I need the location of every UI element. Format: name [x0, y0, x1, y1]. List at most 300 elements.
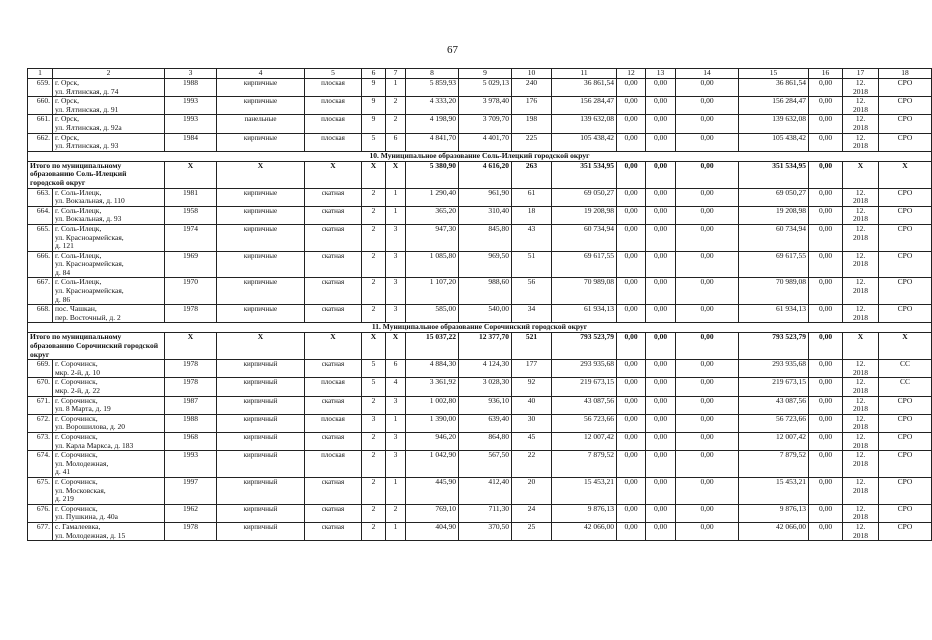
- table-row: [28, 378, 932, 396]
- data-cell: 1988: [165, 414, 217, 432]
- data-cell: СРО: [879, 414, 932, 432]
- column-header: 5: [305, 69, 362, 79]
- data-cell: 0,00: [646, 378, 676, 396]
- data-cell: 105 438,42: [552, 133, 617, 151]
- data-cell: 0,00: [676, 378, 739, 396]
- data-cell: 0,00: [676, 133, 739, 151]
- table-row: [28, 133, 932, 151]
- data-cell: 225: [512, 133, 552, 151]
- data-cell: 4 884,30: [406, 360, 459, 378]
- data-cell: 0,00: [646, 224, 676, 251]
- data-cell: 51: [512, 251, 552, 278]
- address-cell: пос. Чашкан, пер. Восточный, д. 2: [53, 305, 165, 323]
- total-cell: Х: [362, 333, 386, 360]
- total-cell: Х: [362, 161, 386, 188]
- data-cell: 1984: [165, 133, 217, 151]
- data-cell: кирпичный: [217, 504, 305, 522]
- data-cell: 0,00: [676, 451, 739, 478]
- data-cell: 12. 2018: [843, 414, 879, 432]
- address-cell: г. Сорочинск, ул. 8 Марта, д. 19: [53, 396, 165, 414]
- data-cell: скатная: [305, 251, 362, 278]
- data-cell: 3: [386, 278, 406, 305]
- data-cell: 0,00: [617, 414, 646, 432]
- data-cell: 5: [362, 133, 386, 151]
- data-cell: 0,00: [617, 251, 646, 278]
- address-cell: г. Сорочинск, мкр. 2-й, д. 22: [53, 378, 165, 396]
- data-cell: СРО: [879, 115, 932, 133]
- data-cell: 1968: [165, 432, 217, 450]
- data-cell: 69 617,55: [739, 251, 809, 278]
- column-header: 6: [362, 69, 386, 79]
- total-cell: 351 534,95: [739, 161, 809, 188]
- column-header: 15: [739, 69, 809, 79]
- data-cell: 0,00: [617, 278, 646, 305]
- address-cell: г. Орск, ул. Ялтинская, д. 74: [53, 79, 165, 97]
- data-cell: 0,00: [617, 79, 646, 97]
- data-cell: 0,00: [617, 522, 646, 540]
- total-cell: Х: [843, 161, 879, 188]
- data-cell: скатная: [305, 278, 362, 305]
- row-number: 660.: [28, 97, 53, 115]
- data-cell: 0,00: [676, 206, 739, 224]
- data-cell: 70 989,08: [552, 278, 617, 305]
- data-cell: 1 042,90: [406, 451, 459, 478]
- row-number: 667.: [28, 278, 53, 305]
- data-cell: 0,00: [646, 97, 676, 115]
- total-cell: Х: [879, 161, 932, 188]
- data-cell: СРО: [879, 305, 932, 323]
- data-cell: СРО: [879, 522, 932, 540]
- data-cell: СРО: [879, 396, 932, 414]
- total-cell: 0,00: [646, 333, 676, 360]
- address-cell: г. Сорочинск, ул. Ворошилова, д. 20: [53, 414, 165, 432]
- data-cell: 0,00: [809, 414, 843, 432]
- page-number: 67: [447, 44, 458, 56]
- data-cell: 12. 2018: [843, 396, 879, 414]
- data-cell: 0,00: [646, 504, 676, 522]
- data-cell: 947,30: [406, 224, 459, 251]
- data-cell: 34: [512, 305, 552, 323]
- column-header: 14: [676, 69, 739, 79]
- row-number: 673.: [28, 432, 53, 450]
- row-number: 668.: [28, 305, 53, 323]
- table-row: [28, 522, 932, 540]
- data-cell: 4 841,70: [406, 133, 459, 151]
- data-cell: 2: [362, 396, 386, 414]
- data-cell: 0,00: [676, 305, 739, 323]
- column-header: 9: [459, 69, 512, 79]
- column-header: 10: [512, 69, 552, 79]
- data-cell: 0,00: [617, 133, 646, 151]
- data-cell: СРО: [879, 188, 932, 206]
- column-header: 13: [646, 69, 676, 79]
- data-cell: 12. 2018: [843, 188, 879, 206]
- total-cell: 0,00: [617, 333, 646, 360]
- column-header: 2: [53, 69, 165, 79]
- address-cell: г. Орск, ул. Ялтинская, д. 91: [53, 97, 165, 115]
- row-number: 670.: [28, 378, 53, 396]
- data-cell: 3: [386, 432, 406, 450]
- address-cell: г. Сорочинск, мкр. 2-й, д. 10: [53, 360, 165, 378]
- data-cell: 12. 2018: [843, 251, 879, 278]
- data-cell: 0,00: [646, 133, 676, 151]
- data-cell: 9 876,13: [552, 504, 617, 522]
- total-cell: Х: [879, 333, 932, 360]
- data-cell: скатная: [305, 224, 362, 251]
- total-cell: 793 523,79: [552, 333, 617, 360]
- table-row: [28, 188, 932, 206]
- address-cell: г. Соль-Илецк, ул. Красноармейская, д. 121: [53, 224, 165, 251]
- table-row: [28, 504, 932, 522]
- column-header: 1: [28, 69, 53, 79]
- data-cell: скатная: [305, 432, 362, 450]
- data-cell: 25: [512, 522, 552, 540]
- data-cell: 56 723,66: [552, 414, 617, 432]
- data-cell: 4 333,20: [406, 97, 459, 115]
- data-cell: 2: [362, 477, 386, 504]
- data-cell: 0,00: [646, 414, 676, 432]
- data-cell: 1 107,20: [406, 278, 459, 305]
- data-cell: скатная: [305, 206, 362, 224]
- column-header: 17: [843, 69, 879, 79]
- data-cell: скатная: [305, 522, 362, 540]
- data-cell: 0,00: [676, 477, 739, 504]
- data-cell: 1981: [165, 188, 217, 206]
- total-cell: Х: [843, 333, 879, 360]
- data-cell: 3: [386, 305, 406, 323]
- column-header: 4: [217, 69, 305, 79]
- data-cell: панельные: [217, 115, 305, 133]
- address-cell: г. Сорочинск, ул. Пушкина, д. 40а: [53, 504, 165, 522]
- data-cell: 0,00: [617, 224, 646, 251]
- housing-register-table: [27, 68, 932, 541]
- data-cell: 0,00: [646, 278, 676, 305]
- data-cell: 0,00: [809, 206, 843, 224]
- total-label: Итого по муниципальному образованию Соль-Илецкий городской округ: [28, 161, 165, 188]
- data-cell: 4 124,30: [459, 360, 512, 378]
- data-cell: 36 861,54: [739, 79, 809, 97]
- data-cell: СРО: [879, 97, 932, 115]
- total-cell: Х: [305, 161, 362, 188]
- data-cell: 3 978,40: [459, 97, 512, 115]
- data-cell: 5 029,13: [459, 79, 512, 97]
- data-cell: 1970: [165, 278, 217, 305]
- total-cell: 15 037,22: [406, 333, 459, 360]
- data-cell: 0,00: [646, 206, 676, 224]
- data-cell: 12. 2018: [843, 451, 879, 478]
- data-cell: 0,00: [646, 522, 676, 540]
- total-cell: Х: [386, 333, 406, 360]
- data-cell: 1: [386, 477, 406, 504]
- data-cell: 0,00: [809, 360, 843, 378]
- total-cell: 0,00: [646, 161, 676, 188]
- data-cell: 61 934,13: [552, 305, 617, 323]
- total-cell: 0,00: [676, 333, 739, 360]
- total-cell: 263: [512, 161, 552, 188]
- data-cell: 2: [362, 188, 386, 206]
- data-cell: 12. 2018: [843, 224, 879, 251]
- total-cell: 0,00: [809, 161, 843, 188]
- data-cell: 1988: [165, 79, 217, 97]
- data-cell: СРО: [879, 133, 932, 151]
- data-cell: 845,80: [459, 224, 512, 251]
- data-cell: 0,00: [676, 224, 739, 251]
- data-cell: 0,00: [617, 378, 646, 396]
- data-cell: 2: [362, 278, 386, 305]
- data-cell: 2: [386, 97, 406, 115]
- data-cell: 105 438,42: [739, 133, 809, 151]
- data-cell: 946,20: [406, 432, 459, 450]
- data-cell: СРО: [879, 504, 932, 522]
- data-cell: 864,80: [459, 432, 512, 450]
- data-cell: 0,00: [809, 504, 843, 522]
- data-cell: 0,00: [809, 79, 843, 97]
- data-cell: 0,00: [809, 188, 843, 206]
- data-cell: 2: [362, 251, 386, 278]
- table-row: [28, 278, 932, 305]
- data-cell: 0,00: [809, 432, 843, 450]
- data-cell: 5 859,93: [406, 79, 459, 97]
- data-cell: 20: [512, 477, 552, 504]
- data-cell: кирпичный: [217, 451, 305, 478]
- data-cell: 12. 2018: [843, 504, 879, 522]
- data-cell: 2: [362, 504, 386, 522]
- data-cell: 0,00: [809, 378, 843, 396]
- data-cell: 0,00: [617, 451, 646, 478]
- address-cell: г. Сорочинск, ул. Молодежная, д. 41: [53, 451, 165, 478]
- data-cell: СРО: [879, 206, 932, 224]
- data-cell: 0,00: [676, 396, 739, 414]
- table-row: [28, 396, 932, 414]
- column-header: 12: [617, 69, 646, 79]
- total-cell: 793 523,79: [739, 333, 809, 360]
- data-cell: 240: [512, 79, 552, 97]
- header-row: [28, 69, 932, 79]
- data-cell: 1: [386, 188, 406, 206]
- total-cell: 5 380,90: [406, 161, 459, 188]
- data-cell: 0,00: [676, 115, 739, 133]
- row-number: 676.: [28, 504, 53, 522]
- data-cell: 92: [512, 378, 552, 396]
- data-cell: СРО: [879, 79, 932, 97]
- data-cell: 293 935,68: [739, 360, 809, 378]
- address-cell: г. Соль-Илецк, ул. Красноармейская, д. 84: [53, 251, 165, 278]
- data-cell: 56: [512, 278, 552, 305]
- data-cell: 567,50: [459, 451, 512, 478]
- data-cell: 7 879,52: [552, 451, 617, 478]
- data-cell: 2: [362, 224, 386, 251]
- column-header: 7: [386, 69, 406, 79]
- data-cell: 60 734,94: [739, 224, 809, 251]
- data-cell: 0,00: [676, 360, 739, 378]
- data-cell: 1978: [165, 305, 217, 323]
- table-row: [28, 251, 932, 278]
- data-cell: 156 284,47: [552, 97, 617, 115]
- section-heading-row: [28, 323, 932, 333]
- data-cell: 12. 2018: [843, 206, 879, 224]
- total-row: [28, 161, 932, 188]
- data-cell: 42 066,00: [739, 522, 809, 540]
- data-cell: 198: [512, 115, 552, 133]
- data-cell: 1993: [165, 97, 217, 115]
- data-cell: 0,00: [809, 224, 843, 251]
- data-cell: 69 050,27: [552, 188, 617, 206]
- data-cell: плоская: [305, 451, 362, 478]
- data-cell: 219 673,15: [552, 378, 617, 396]
- data-cell: 139 632,08: [552, 115, 617, 133]
- data-cell: 4: [386, 378, 406, 396]
- data-cell: 1978: [165, 378, 217, 396]
- data-cell: 0,00: [676, 414, 739, 432]
- data-cell: 0,00: [617, 396, 646, 414]
- data-cell: 6: [386, 360, 406, 378]
- total-cell: 351 534,95: [552, 161, 617, 188]
- data-cell: 156 284,47: [739, 97, 809, 115]
- data-cell: 61: [512, 188, 552, 206]
- data-cell: 61 934,13: [739, 305, 809, 323]
- data-cell: 2: [362, 206, 386, 224]
- table-row: [28, 305, 932, 323]
- table-row: [28, 414, 932, 432]
- data-cell: 3: [386, 451, 406, 478]
- data-cell: 12. 2018: [843, 360, 879, 378]
- total-cell: 521: [512, 333, 552, 360]
- data-cell: 219 673,15: [739, 378, 809, 396]
- data-cell: кирпичные: [217, 97, 305, 115]
- data-cell: 0,00: [646, 451, 676, 478]
- data-cell: 0,00: [617, 115, 646, 133]
- data-cell: скатная: [305, 504, 362, 522]
- data-cell: 0,00: [809, 305, 843, 323]
- data-cell: 12. 2018: [843, 305, 879, 323]
- total-cell: 0,00: [676, 161, 739, 188]
- total-cell: 0,00: [617, 161, 646, 188]
- data-cell: 24: [512, 504, 552, 522]
- data-cell: 69 617,55: [552, 251, 617, 278]
- data-cell: 936,10: [459, 396, 512, 414]
- data-cell: кирпичные: [217, 79, 305, 97]
- data-cell: 0,00: [809, 477, 843, 504]
- column-header: 16: [809, 69, 843, 79]
- table-row: [28, 360, 932, 378]
- data-cell: 12. 2018: [843, 378, 879, 396]
- address-cell: с. Гамалеевка, ул. Молодежная, д. 15: [53, 522, 165, 540]
- data-cell: 639,40: [459, 414, 512, 432]
- data-cell: 0,00: [617, 305, 646, 323]
- data-cell: кирпичный: [217, 522, 305, 540]
- table-row: [28, 97, 932, 115]
- data-cell: 2: [362, 522, 386, 540]
- data-cell: кирпичный: [217, 378, 305, 396]
- section-heading: 10. Муниципальное образование Соль-Илецкий городской округ: [28, 151, 932, 161]
- data-cell: 1: [386, 79, 406, 97]
- data-cell: 1: [386, 414, 406, 432]
- data-cell: 43 087,56: [739, 396, 809, 414]
- data-cell: 12. 2018: [843, 432, 879, 450]
- total-label: Итого по муниципальному образованию Сорочинский городской округ: [28, 333, 165, 360]
- total-cell: 12 377,70: [459, 333, 512, 360]
- data-cell: 1 002,80: [406, 396, 459, 414]
- data-cell: 3: [362, 414, 386, 432]
- data-cell: 3: [386, 251, 406, 278]
- data-cell: 3 361,92: [406, 378, 459, 396]
- row-number: 671.: [28, 396, 53, 414]
- data-cell: 0,00: [809, 251, 843, 278]
- data-cell: 585,00: [406, 305, 459, 323]
- data-cell: 1: [386, 206, 406, 224]
- data-cell: кирпичный: [217, 414, 305, 432]
- data-cell: 12. 2018: [843, 278, 879, 305]
- data-cell: 1 390,00: [406, 414, 459, 432]
- data-cell: 19 208,98: [552, 206, 617, 224]
- data-cell: 0,00: [809, 522, 843, 540]
- table-row: [28, 432, 932, 450]
- data-cell: 19 208,98: [739, 206, 809, 224]
- data-cell: 0,00: [809, 97, 843, 115]
- total-cell: Х: [386, 161, 406, 188]
- data-cell: 310,40: [459, 206, 512, 224]
- address-cell: г. Сорочинск, ул. Московская, д. 219: [53, 477, 165, 504]
- row-number: 672.: [28, 414, 53, 432]
- column-header: 18: [879, 69, 932, 79]
- data-cell: 0,00: [676, 504, 739, 522]
- data-cell: 0,00: [809, 278, 843, 305]
- data-cell: 0,00: [646, 477, 676, 504]
- data-cell: 3 709,70: [459, 115, 512, 133]
- data-cell: кирпичный: [217, 432, 305, 450]
- total-row: [28, 333, 932, 360]
- row-number: 659.: [28, 79, 53, 97]
- data-cell: 5: [362, 360, 386, 378]
- table-body: [28, 69, 932, 541]
- data-cell: кирпичные: [217, 251, 305, 278]
- table-row: [28, 477, 932, 504]
- data-cell: 56 723,66: [739, 414, 809, 432]
- data-cell: 45: [512, 432, 552, 450]
- data-cell: 0,00: [646, 188, 676, 206]
- data-cell: 12. 2018: [843, 79, 879, 97]
- address-cell: г. Орск, ул. Ялтинская, д. 93: [53, 133, 165, 151]
- data-cell: 4 198,90: [406, 115, 459, 133]
- data-cell: 0,00: [617, 188, 646, 206]
- data-cell: СРО: [879, 251, 932, 278]
- data-cell: 3: [386, 396, 406, 414]
- table-row: [28, 115, 932, 133]
- data-cell: скатная: [305, 188, 362, 206]
- data-cell: 1962: [165, 504, 217, 522]
- data-cell: 4 401,70: [459, 133, 512, 151]
- data-cell: 12. 2018: [843, 97, 879, 115]
- data-cell: 7 879,52: [739, 451, 809, 478]
- data-cell: 365,20: [406, 206, 459, 224]
- data-cell: 0,00: [617, 206, 646, 224]
- data-cell: СРО: [879, 224, 932, 251]
- data-cell: 36 861,54: [552, 79, 617, 97]
- data-cell: 12 007,42: [739, 432, 809, 450]
- data-cell: 540,00: [459, 305, 512, 323]
- data-cell: кирпичные: [217, 278, 305, 305]
- data-cell: 1974: [165, 224, 217, 251]
- data-cell: 0,00: [617, 432, 646, 450]
- data-cell: 139 632,08: [739, 115, 809, 133]
- row-number: 675.: [28, 477, 53, 504]
- data-cell: 969,50: [459, 251, 512, 278]
- row-number: 665.: [28, 224, 53, 251]
- data-cell: 2: [386, 115, 406, 133]
- data-cell: СРО: [879, 451, 932, 478]
- data-cell: 0,00: [676, 432, 739, 450]
- data-cell: 2: [386, 504, 406, 522]
